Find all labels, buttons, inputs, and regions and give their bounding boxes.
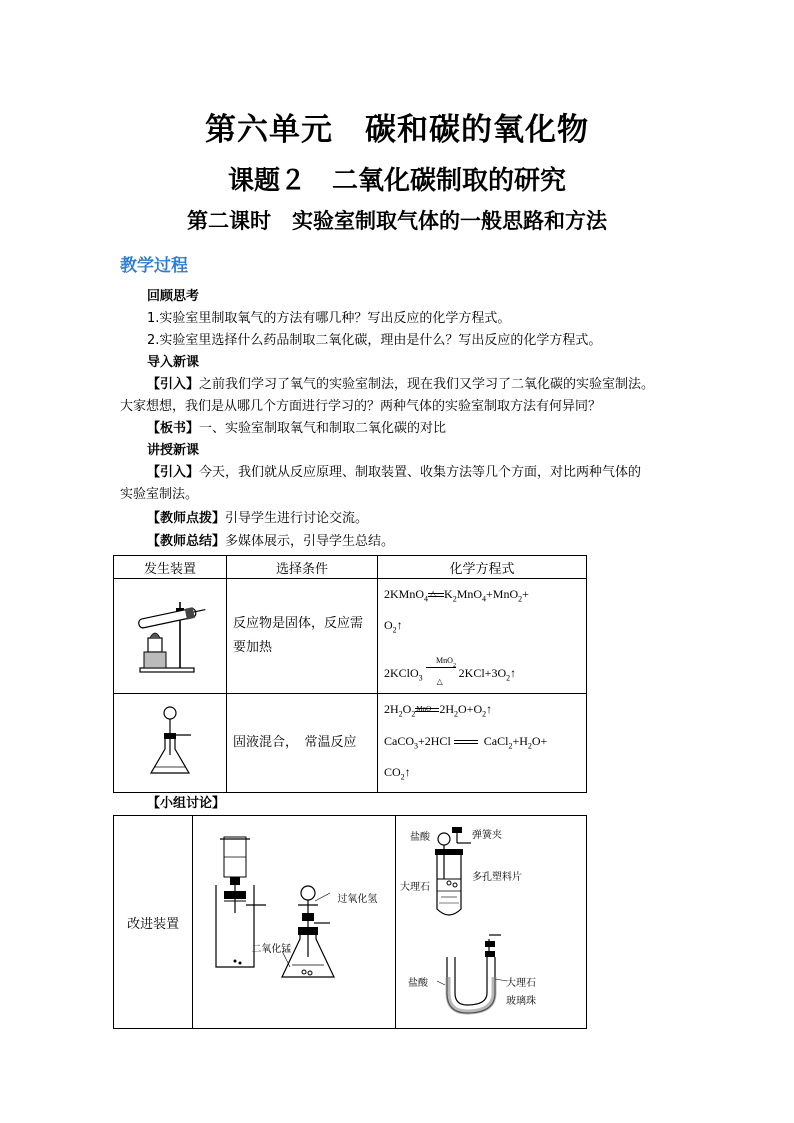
h2o-rest: O+ (531, 733, 548, 748)
equal-sign (454, 737, 478, 747)
teacher-hint-text: 引导学生进行讨论交流。 (225, 511, 369, 526)
h2o2-equation (384, 696, 580, 727)
sub: 2 (518, 594, 523, 604)
sub: 2 (454, 709, 459, 719)
sub: 2 (398, 709, 403, 719)
lecture-tag: 【引入】 (147, 465, 200, 480)
kclo3: 2KClO (384, 665, 419, 680)
heating-apparatus-icon (130, 594, 210, 674)
teacher-summary-line (147, 531, 394, 553)
teacher-summary-tag: 【教师总结】 (147, 534, 226, 549)
k2mno4: K (444, 587, 453, 601)
sub: 2 (506, 673, 511, 683)
separatory-funnel-apparatus-icon (194, 817, 390, 1023)
teacher-summary-text: 多媒体展示，引导学生总结。 (225, 534, 395, 549)
kmno4-reactant: 2KMnO (384, 587, 425, 601)
conical-flask-icon (145, 705, 195, 777)
o2: O (384, 618, 393, 633)
delta-sign: △ (430, 589, 437, 599)
sub: 4 (482, 594, 487, 604)
caco3: CaCO (384, 733, 414, 748)
improved-diagram-left-cell (193, 816, 396, 1029)
heat-arrow (428, 590, 444, 600)
sub: 3 (414, 740, 418, 750)
lecture-line-1 (147, 462, 641, 484)
sub: 2 (411, 709, 416, 719)
cacl2: CaCl (483, 733, 509, 748)
intro-tag: 【引入】 (147, 377, 200, 392)
gas-arrow: ↑ (486, 702, 493, 717)
improved-label-cell: 改进装置 (114, 816, 193, 1029)
label-h2o2: 过氧化氢 (337, 894, 378, 905)
sub: 4 (424, 594, 429, 604)
sub: 2 (452, 594, 457, 604)
liquid-equations-cell (378, 694, 587, 793)
co2: CO (384, 764, 401, 779)
label-hcl-top: 盐酸 (410, 832, 430, 843)
review-q2: 2.实验室里选择什么药品制取二氧化碳，理由是什么？写出反应的化学方程式。 (147, 333, 602, 348)
label-hcl-bottom: 盐酸 (408, 978, 428, 989)
label-marble-bottom: 大理石 (506, 978, 536, 989)
delta-sign: △ (436, 677, 443, 687)
sub: 3 (418, 673, 423, 683)
catalyst-arrow (415, 705, 439, 715)
header-equation: 化学方程式 (378, 556, 587, 579)
board-text: 一、实验室制取氧气和制取二氧化碳的对比 (199, 421, 447, 436)
sub: 2 (527, 740, 532, 750)
intro-text-1: 之前我们学习了氧气的实验室制法，现在我们又学习了二氧化碳的实验室制法。 (199, 377, 655, 392)
label-mno2: 二氧化锰 (251, 944, 292, 955)
improved-apparatus-table (113, 815, 587, 1029)
review-q1: 1.实验室里制取氧气的方法有哪几种？写出反应的化学方程式。 (147, 311, 511, 326)
gas-arrow: ↑ (396, 618, 403, 633)
u-tube-apparatus-icon (397, 817, 585, 1023)
catalyst-label (384, 644, 580, 669)
group-discussion-tag: 【小组讨论】 (147, 796, 226, 811)
mno2-product: +MnO (486, 587, 519, 601)
kcl-o2: 2KCl+3O (458, 665, 507, 680)
intro-line-2: 大家想想，我们是从哪几个方面进行学习的？两种气体的实验室制取方法有何异同？ (120, 399, 602, 414)
label-beads: 玻璃珠 (506, 996, 536, 1007)
review-heading: 回顾思考 (147, 289, 200, 304)
period-title: 第二课时 实验室制取气体的一般思路和方法 (187, 208, 607, 233)
h2o2: 2H (384, 702, 399, 717)
gas-arrow: ↑ (404, 764, 411, 779)
label-clip: 弹簧夹 (472, 830, 502, 841)
kmno4-equation: 2KMnO$_4$ △ $K_2MnO_4+MnO_2+$ (384, 581, 580, 612)
lesson-title: 课题２ 二氧化碳制取的研究 (227, 166, 566, 196)
sub: 2 (400, 772, 405, 782)
board-line (147, 418, 446, 440)
heating-apparatus-cell (114, 579, 227, 694)
hcl: +2HCl (418, 733, 451, 748)
sub: 2 (453, 662, 456, 669)
intro-line-1 (147, 374, 654, 396)
h2o2-o: O (402, 702, 412, 717)
heating-condition-cell (227, 579, 378, 694)
kclo3-equation (384, 660, 580, 691)
sub: 2 (482, 709, 487, 719)
teacher-hint-line (147, 508, 368, 530)
sub: 2 (508, 740, 513, 750)
mno2-catalyst: MnO (416, 705, 432, 714)
section-title: 教学过程 (120, 256, 188, 276)
caco3-equation (384, 728, 580, 759)
caco3-equation-line2 (384, 759, 580, 790)
header-condition: 选择条件 (227, 556, 378, 579)
intro-heading: 导入新课 (147, 355, 200, 370)
label-marble-top: 大理石 (400, 882, 430, 893)
lecture-line-2: 实验室制法。 (120, 487, 199, 502)
kmno4-equation-line2 (384, 612, 580, 643)
gas-arrow: ↑ (510, 665, 517, 680)
lecture-text-1: 今天，我们就从反应原理、制取装置、收集方法等几个方面，对比两种气体的 (199, 465, 642, 480)
comparison-table (113, 555, 587, 793)
teacher-hint-tag: 【教师点拨】 (147, 511, 226, 526)
header-apparatus: 发生装置 (114, 556, 227, 579)
h2o: 2H (439, 702, 455, 717)
heating-condition-b: 要加热 (233, 640, 273, 656)
unit-title: 第六单元 碳和碳的氧化物 (205, 112, 589, 148)
lecture-heading: 讲授新课 (147, 443, 200, 458)
sub: 2 (392, 625, 397, 635)
liquid-condition-cell: 固液混合， 常温反应 (227, 694, 378, 793)
heating-equations-cell (378, 579, 587, 694)
h2o: +H (512, 733, 528, 748)
liquid-apparatus-cell (114, 694, 227, 793)
board-tag: 【板书】 (147, 421, 200, 436)
catalyst-arrow (426, 669, 456, 687)
mno2-catalyst: MnO (436, 655, 453, 665)
improved-diagram-right-cell (396, 816, 587, 1029)
k2mno4-rest: MnO (456, 587, 483, 601)
o2: O+O (458, 702, 483, 717)
label-plate: 多孔塑料片 (472, 872, 522, 883)
heating-condition-a: 反应物是固体，反应需 (233, 616, 364, 632)
